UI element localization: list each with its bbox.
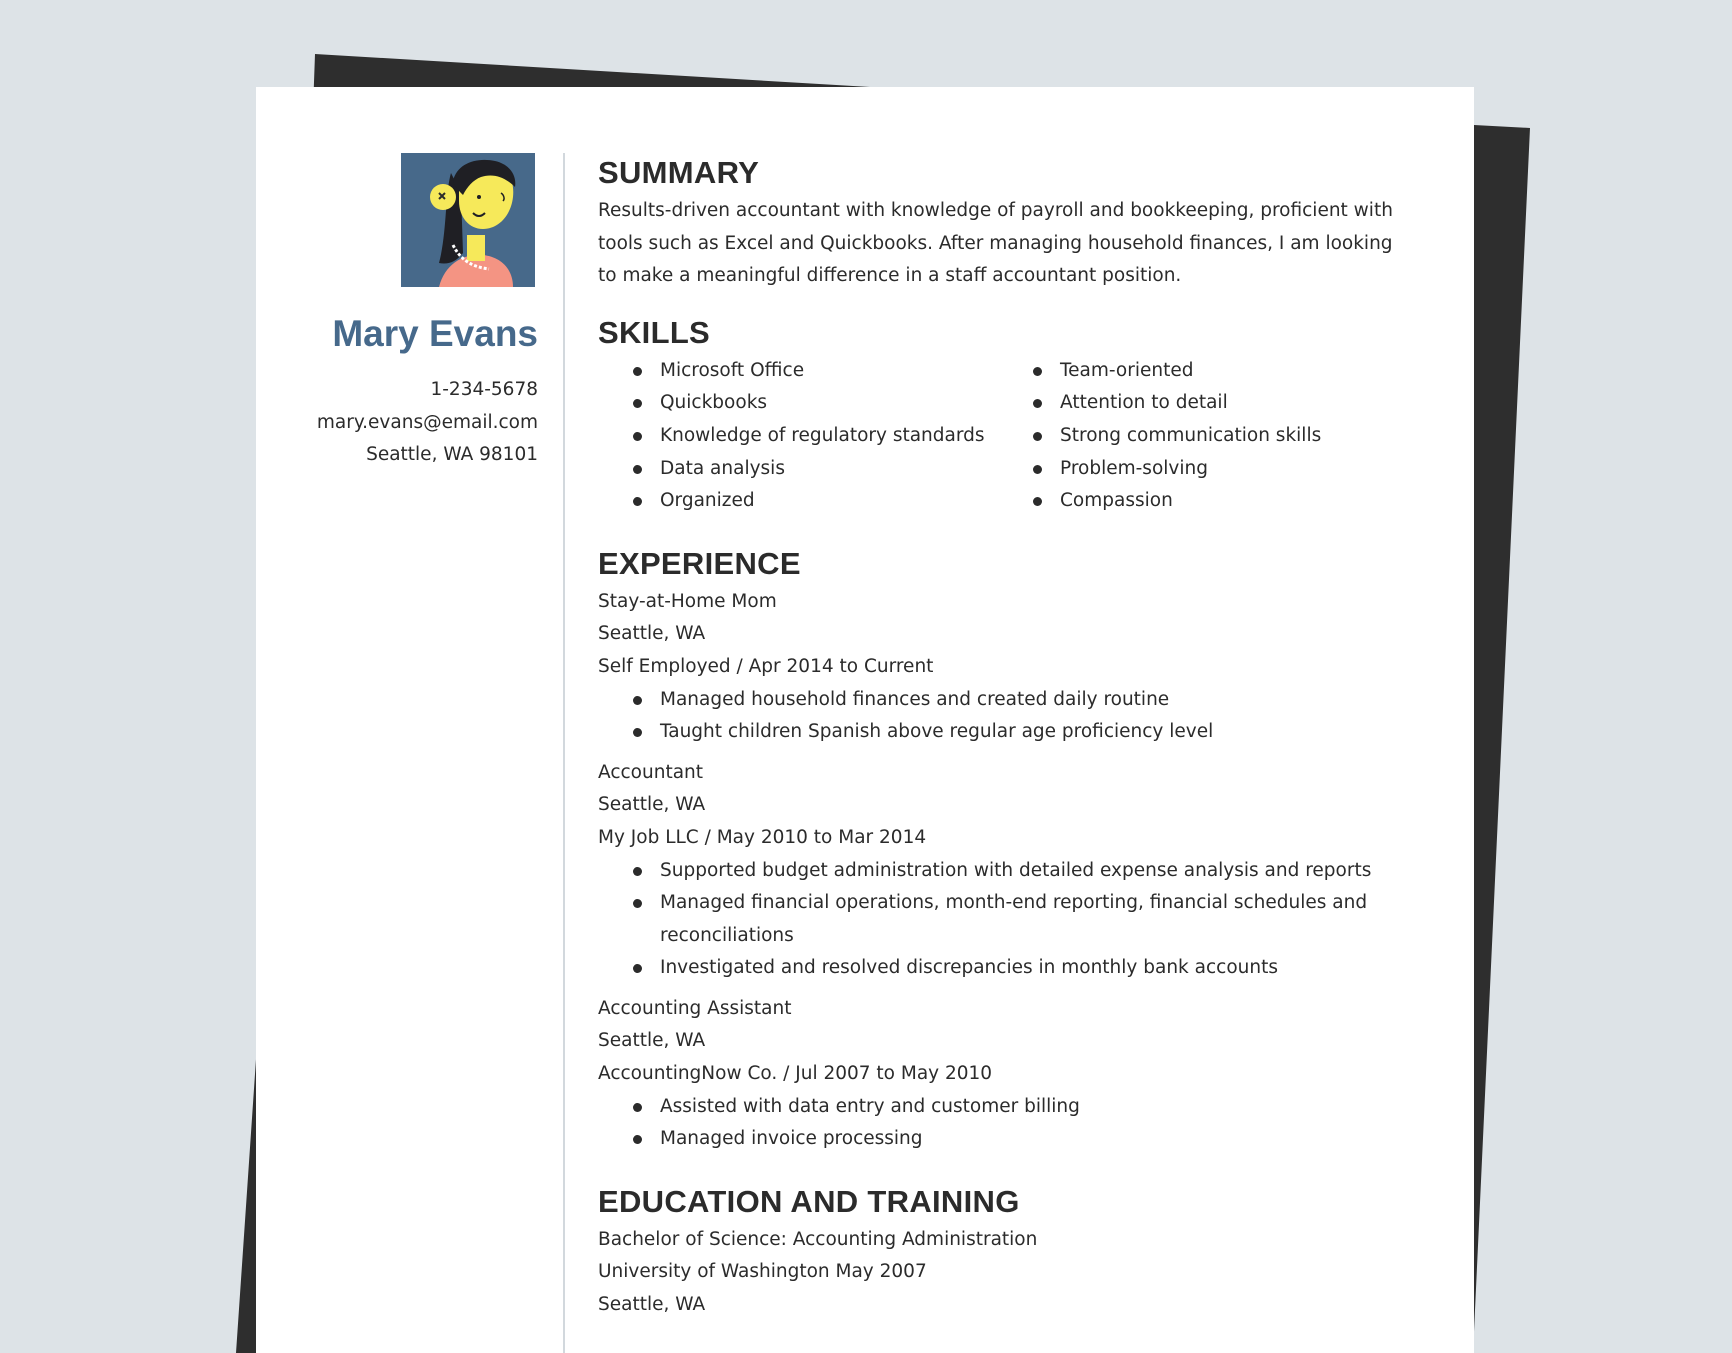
duty-item: Managed household finances and created daily routine (598, 684, 1440, 717)
skill-item: Microsoft Office (598, 355, 998, 388)
job-entry (598, 586, 1440, 749)
duty-item: Assisted with data entry and customer billing (598, 1091, 1440, 1124)
school-location: Seattle, WA (598, 1294, 706, 1316)
job-employer-dates: Self Employed / Apr 2014 to Current (598, 655, 934, 677)
skill-item: Knowledge of regulatory standards (598, 420, 998, 453)
skill-item: Strong communication skills (998, 420, 1321, 453)
job-location: Seattle, WA (598, 1030, 706, 1052)
job-entry (598, 993, 1440, 1156)
job-location: Seattle, WA (598, 623, 706, 645)
job-title: Accountant (598, 761, 704, 783)
education-heading: EDUCATION AND TRAINING (598, 1183, 1020, 1219)
duty-item: Managed invoice processing (598, 1123, 1440, 1156)
email-address: mary.evans@email.com (316, 411, 538, 433)
degree: Bachelor of Science: Accounting Administration (598, 1228, 1038, 1250)
job-title: Stay-at-Home Mom (598, 590, 777, 612)
school-date: University of Washington May 2007 (598, 1261, 927, 1283)
duty-item: Managed financial operations, month-end reporting, financial schedules and reconciliations (598, 887, 1440, 952)
duty-item: Supported budget administration with detailed expense analysis and reports (598, 855, 1440, 888)
job-entry (598, 757, 1440, 985)
skill-item: Problem-solving (998, 453, 1321, 486)
main-content (598, 153, 1440, 1322)
skill-item: Compassion (998, 485, 1321, 518)
skills-column-left (598, 355, 998, 518)
duty-item: Investigated and resolved discrepancies in monthly bank accounts (598, 952, 1440, 985)
duty-item: Taught children Spanish above regular age proficiency level (598, 716, 1440, 749)
job-employer-dates: My Job LLC / May 2010 to Mar 2014 (598, 826, 927, 848)
summary-text: Results-driven accountant with knowledge of payroll and bookkeeping, proficient with tools such as Excel and Quickbooks. After managing household finances, I am looking to make a meaningful difference in a staff accountant position. (598, 200, 1393, 287)
skills-heading: SKILLS (598, 314, 711, 350)
skill-item: Team-oriented (998, 355, 1321, 388)
job-location: Seattle, WA (598, 794, 706, 816)
job-title: Accounting Assistant (598, 997, 792, 1019)
phone-number: 1-234-5678 (430, 379, 538, 400)
job-duties (598, 855, 1440, 985)
column-divider (563, 153, 565, 1353)
skills-list (598, 355, 1440, 518)
contact-info (317, 374, 538, 472)
summary-heading: SUMMARY (598, 155, 760, 190)
home-location: Seattle, WA 98101 (366, 444, 538, 466)
skill-item: Organized (598, 485, 998, 518)
job-duties (598, 684, 1440, 749)
skills-column-right (998, 355, 1321, 518)
job-duties (598, 1091, 1440, 1156)
experience-heading: EXPERIENCE (598, 545, 801, 581)
woman-avatar-icon (401, 153, 535, 287)
job-employer-dates: AccountingNow Co. / Jul 2007 to May 2010 (598, 1063, 993, 1085)
candidate-name: Mary Evans (332, 313, 538, 354)
skill-item: Quickbooks (598, 387, 998, 420)
resume-page (256, 87, 1474, 1353)
skill-item: Data analysis (598, 453, 998, 486)
skill-item: Attention to detail (998, 387, 1321, 420)
